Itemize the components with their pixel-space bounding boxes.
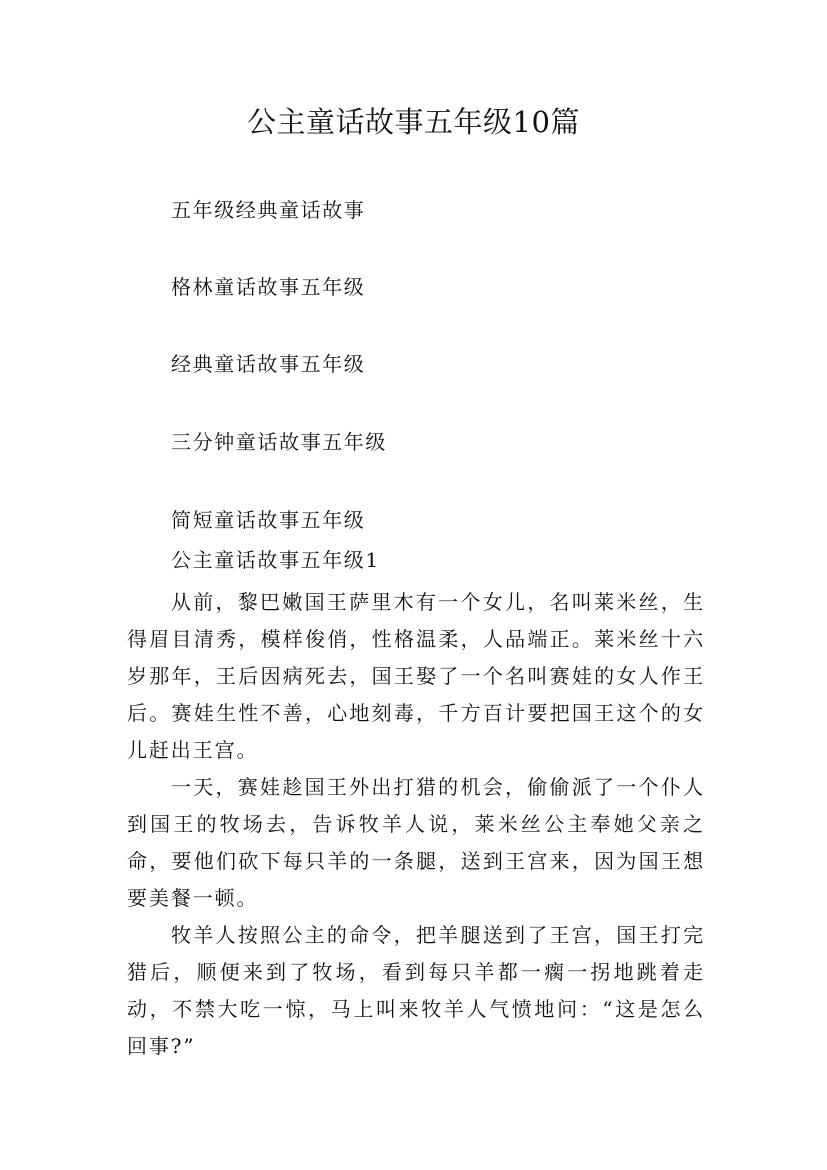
story-body (127, 584, 705, 1065)
story-paragraph: 牧羊人按照公主的命令，把羊腿送到了王宫，国王打完猎后，顺便来到了牧场，看到每只羊都一瘸一拐地跳着走动，不禁大吃一惊，马上叫来牧羊人气愤地问：“这是怎么回事?” (127, 923, 705, 1058)
story-paragraph: 从前，黎巴嫩国王萨里木有一个女儿，名叫莱米丝，生得眉目清秀，模样俊俏，性格温柔，人品端正。莱米丝十六岁那年，王后因病死去，国王娶了一个名叫赛娃的女人作王后。赛娃生性不善，心地刻毒，千方百计要把国王这个的女儿赶出王宫。 (127, 590, 705, 762)
toc-item: 经典童话故事五年级 (171, 352, 366, 376)
section-heading: 公主童话故事五年级1 (171, 548, 380, 572)
story-paragraph: 一天，赛娃趁国王外出打猎的机会，偷偷派了一个仆人到国王的牧场去，告诉牧羊人说，莱米丝公主奉她父亲之命，要他们砍下每只羊的一条腿，送到王宫来，因为国王想要美餐一顿。 (127, 775, 705, 910)
toc-item: 五年级经典童话故事 (171, 198, 366, 222)
document-title: 公主童话故事五年级10篇 (247, 105, 580, 139)
toc-item: 三分钟童话故事五年级 (171, 430, 387, 454)
toc-item: 简短童话故事五年级 (171, 508, 366, 532)
toc-item: 格林童话故事五年级 (171, 275, 366, 299)
